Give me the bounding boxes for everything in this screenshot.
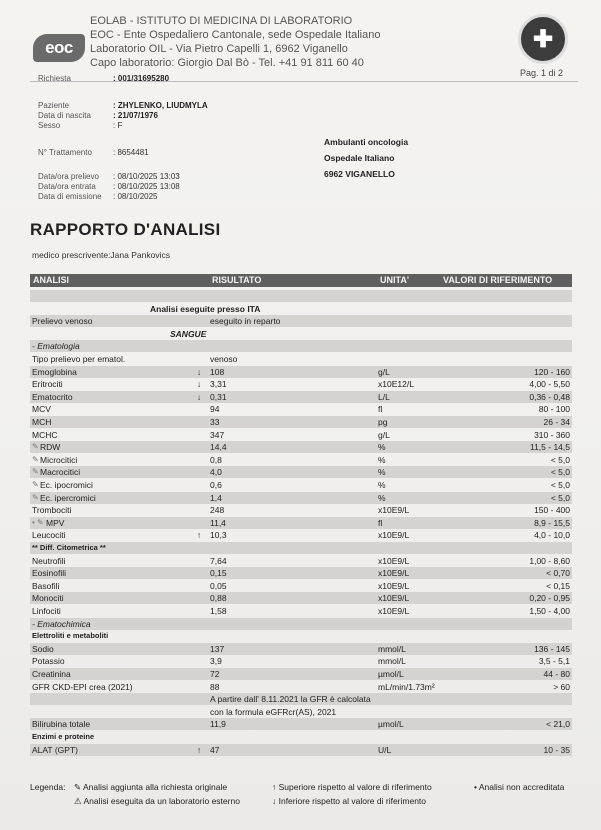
result-value: 248 [210, 505, 225, 516]
header-line: EOC - Ente Ospedaliero Cantonale, sede Ospedale Italiano [90, 29, 381, 41]
table-row [30, 744, 572, 756]
result-value: 11,9 [210, 719, 226, 730]
reference-range: 150 - 400 [534, 505, 570, 516]
unit-value: % [378, 454, 386, 465]
result-value: 14,4 [210, 442, 227, 453]
analysis-name: Elettroliti e metaboliti [32, 631, 109, 641]
result-value: 11,4 [210, 517, 226, 528]
table-row [30, 303, 572, 315]
prelievo-value: : 08/10/2025 13:03 [113, 172, 180, 181]
range-flag-icon: ↑ [196, 744, 202, 755]
unit-value: fl [378, 404, 383, 415]
legend-label: Legenda: [30, 782, 66, 792]
table-row [30, 643, 572, 655]
analysis-name: Eritrociti [32, 379, 63, 390]
table-row [30, 441, 572, 453]
table-row [30, 731, 572, 743]
unit-value: % [378, 442, 386, 453]
table-row [30, 517, 572, 529]
analysis-name: Ematocrito [32, 391, 73, 402]
header-line: Laboratorio OIL - Via Pietro Capelli 1, 6962 Viganello [90, 43, 348, 55]
result-value: 0,31 [210, 391, 227, 402]
table-row [30, 328, 572, 340]
eoc-logo: eoc [33, 34, 85, 62]
table-row [30, 340, 572, 352]
analysis-name: Basofili [32, 580, 60, 591]
unit-value: pg [378, 417, 388, 427]
table-row [30, 353, 572, 365]
table-row [30, 454, 572, 466]
accreditation-seal-icon: ✚ [518, 14, 568, 64]
page-number: Pag. 1 di 2 [520, 68, 564, 78]
table-row [30, 580, 572, 592]
analysis-name: MCV [32, 404, 51, 415]
added-analysis-icon: ✎ [32, 467, 39, 477]
unit-value: x10E9/L [378, 555, 410, 566]
table-row [30, 555, 572, 567]
legend-item: ⚠ Analisi eseguita da un laboratorio esterno [74, 796, 240, 806]
unit-value: x10E12/L [378, 379, 414, 390]
analysis-name: MCH [32, 417, 52, 427]
reference-range: 80 - 100 [538, 404, 570, 415]
analysis-name: ALAT (GPT) [32, 744, 78, 755]
reference-range: < 21,0 [546, 719, 570, 730]
table-row [30, 542, 572, 554]
reference-range: 8,9 - 15,5 [534, 517, 570, 528]
address-line: Ambulanti oncologia [324, 137, 409, 147]
prelievo-label: Data/ora prelievo [38, 172, 99, 181]
unit-value: x10E9/L [378, 593, 410, 604]
nascita-value: : 21/07/1976 [113, 111, 158, 120]
richiesta-value: : 001/31695280 [113, 74, 170, 83]
result-value: 4,0 [210, 467, 222, 478]
result-value: 88 [210, 681, 220, 692]
reference-range: < 5,0 [550, 454, 570, 465]
legend-item: ↑ Superiore rispetto al valore di riferimento [272, 782, 432, 792]
reference-range: < 5,0 [550, 492, 570, 503]
unit-value: mmol/L [378, 643, 406, 654]
reference-range: 0,20 - 0,95 [529, 593, 570, 604]
sesso-label: Sesso [38, 121, 61, 130]
emissione-value: : 08/10/2025 [113, 192, 158, 201]
unit-value: µmol/L [378, 719, 404, 730]
result-value: 347 [210, 429, 225, 440]
legend-item: • Analisi non accreditata [474, 782, 565, 792]
emissione-label: Data di emissione [38, 192, 102, 201]
result-value: 94 [210, 404, 220, 415]
legend-item: ✎ Analisi aggiunta alla richiesta originale [74, 782, 228, 792]
result-value: eseguito in reparto [210, 316, 281, 327]
report-title: RAPPORTO D'ANALISI [30, 220, 221, 239]
added-analysis-icon: ✎ [32, 454, 39, 464]
col-riferimento: VALORI DI RIFERIMENTO [443, 275, 553, 285]
analysis-name: GFR CKD-EPI crea (2021) [32, 681, 133, 692]
added-analysis-icon: ✎ [32, 480, 39, 489]
reference-range: 4,0 - 10,0 [534, 530, 570, 541]
table-row [30, 378, 572, 390]
table-row [30, 466, 572, 478]
table-row [30, 693, 572, 705]
reference-range: 3,5 - 5,1 [538, 656, 570, 667]
result-value: 72 [210, 669, 220, 679]
entrata-label: Data/ora entrata [38, 182, 96, 191]
reference-range: 120 - 160 [534, 366, 570, 377]
reference-range: < 0,70 [546, 568, 570, 579]
table-row [30, 403, 572, 415]
col-unita: UNITA' [380, 275, 409, 285]
lab-header [90, 14, 380, 70]
unit-value: µmol/L [378, 669, 404, 679]
table-row [30, 668, 572, 680]
analysis-name: Sodio [32, 643, 54, 654]
col-risultato: RISULTATO [212, 275, 262, 285]
result-value: 0,15 [210, 568, 227, 579]
table-row [30, 655, 572, 667]
paziente-value: : ZHYLENKO, LIUDMYLA [113, 101, 208, 110]
table-row [30, 605, 572, 617]
added-analysis-icon: ✎ [32, 442, 39, 452]
address-line: Ospedale Italiano [324, 153, 395, 163]
table-row [30, 718, 572, 730]
table-row [30, 429, 572, 441]
analysis-name: - Ematochimica [32, 618, 91, 629]
table-row [30, 366, 572, 378]
reference-range: 4,00 - 5,50 [529, 379, 570, 390]
unit-value: % [378, 480, 386, 490]
analysis-name: Bilirubina totale [32, 719, 91, 730]
paziente-label: Paziente [38, 101, 70, 110]
analysis-name: Ec. ipocromici [40, 480, 93, 490]
unit-value: g/L [378, 429, 390, 440]
unit-value: x10E9/L [378, 505, 410, 516]
trattamento-value: : 8654481 [113, 148, 149, 157]
analysis-name: Microcitici [40, 454, 78, 465]
results-table-header [30, 274, 572, 287]
unit-value: mmol/L [378, 656, 406, 667]
result-value: 0,05 [210, 580, 227, 591]
table-row [30, 492, 572, 504]
result-value: con la formula eGFRcr(AS), 2021 [210, 706, 337, 717]
table-row [30, 504, 572, 516]
richiesta-label: Richiesta [38, 74, 71, 83]
unit-value: fl [378, 517, 383, 528]
analysis-name: Potassio [32, 656, 65, 667]
range-flag-icon: ↓ [196, 379, 202, 390]
analysis-name: Eosinofili [32, 568, 67, 579]
sesso-value: : F [113, 121, 123, 130]
result-value: 7,64 [210, 555, 227, 566]
analysis-name: Leucociti [32, 530, 66, 541]
unit-value: mL/min/1.73m² [378, 681, 435, 692]
table-row [30, 706, 572, 718]
result-value: 0,6 [210, 480, 222, 490]
range-flag-icon: ↓ [196, 391, 202, 402]
address-line: 6962 VIGANELLO [324, 169, 395, 179]
table-row [30, 567, 572, 579]
analysis-name: Tipo prelievo per ematol. [32, 354, 126, 364]
analysis-name: RDW [40, 442, 61, 453]
result-value: SANGUE [170, 328, 207, 339]
reference-range: > 60 [553, 681, 570, 692]
analysis-name: MPV [46, 517, 65, 528]
unit-value: g/L [378, 366, 390, 377]
table-row [30, 618, 572, 630]
added-analysis-icon: • ✎ [32, 517, 44, 527]
table-row [30, 315, 572, 327]
table-row [30, 416, 572, 428]
analysis-name: Macrocitici [40, 467, 81, 478]
analysis-name: MCHC [32, 429, 58, 440]
unit-value: L/L [378, 391, 390, 402]
unit-value: % [378, 492, 386, 503]
table-row [30, 681, 572, 693]
result-value: 108 [210, 366, 225, 377]
analysis-name: Ec. ipercromici [40, 492, 96, 503]
unit-value: % [378, 467, 386, 478]
trattamento-label: N° Trattamento [38, 148, 92, 157]
result-value: Analisi eseguite presso ITA [150, 303, 261, 314]
reference-range: 310 - 360 [534, 429, 570, 440]
table-row [30, 479, 572, 491]
result-value: 1,58 [210, 606, 227, 616]
table-row [30, 529, 572, 541]
header-line: Capo laboratorio: Giorgio Dal Bò - Tel. +41 91 811 60 40 [90, 57, 364, 69]
table-row [30, 630, 572, 642]
range-flag-icon: ↑ [196, 530, 202, 541]
header-line: EOLAB - ISTITUTO DI MEDICINA DI LABORATORIO [90, 15, 353, 27]
analysis-name: Emoglobina [32, 366, 77, 377]
range-flag-icon: ↓ [196, 366, 202, 377]
analysis-name: Monociti [32, 593, 64, 604]
unit-value: x10E9/L [378, 580, 410, 591]
reference-range: 10 - 35 [543, 744, 570, 755]
legend-item: ↓ Inferiore rispetto al valore di riferimento [272, 796, 427, 806]
table-row [30, 391, 572, 403]
reference-range: 136 - 145 [534, 643, 570, 654]
result-value: venoso [210, 354, 238, 364]
result-value: 137 [210, 643, 225, 654]
analysis-name: ** Diff. Citometrica ** [32, 543, 106, 552]
added-analysis-icon: ✎ [32, 492, 39, 502]
nascita-label: Data di nascita [38, 111, 91, 120]
reference-range: 11,5 - 14,5 [529, 442, 570, 453]
reference-range: < 0,15 [546, 580, 570, 591]
reference-range: 44 - 80 [543, 669, 570, 679]
analysis-name: - Ematologia [32, 341, 80, 352]
result-value: 3,9 [210, 656, 222, 667]
unit-value: U/L [378, 744, 392, 755]
result-value: 1,4 [210, 492, 222, 503]
result-value: A partire dall' 8.11.2021 la GFR è calcolata [210, 694, 371, 705]
result-value: 3,31 [210, 379, 227, 390]
analysis-name: Prelievo venoso [32, 316, 93, 327]
analysis-name: Enzimi e proteine [32, 732, 95, 741]
reference-range: < 5,0 [550, 480, 570, 490]
analysis-name: Trombociti [32, 505, 72, 516]
analysis-name: Creatinina [32, 669, 71, 679]
unit-value: x10E9/L [378, 530, 410, 541]
result-value: 47 [210, 744, 220, 755]
col-analisi: ANALISI [33, 275, 69, 285]
reference-range: 0,36 - 0,48 [529, 391, 570, 402]
result-value: 0,88 [210, 593, 227, 604]
reference-range: 1,50 - 4,00 [529, 606, 570, 616]
unit-value: x10E9/L [378, 568, 410, 579]
table-row [30, 592, 572, 604]
reference-range: 26 - 34 [543, 417, 570, 427]
result-value: 10,3 [210, 530, 227, 541]
unit-value: x10E9/L [378, 606, 410, 616]
prescribing-doctor: medico prescrivente:Jana Pankovics [32, 250, 170, 260]
analysis-name: Neutrofili [32, 555, 66, 566]
result-value: 0,8 [210, 454, 222, 465]
reference-range: 1,00 - 8,60 [529, 555, 570, 566]
reference-range: < 5,0 [550, 467, 570, 478]
analysis-name: Linfociti [32, 606, 61, 616]
entrata-value: : 08/10/2025 13:08 [113, 182, 180, 191]
table-row [30, 290, 572, 302]
result-value: 33 [210, 417, 220, 427]
